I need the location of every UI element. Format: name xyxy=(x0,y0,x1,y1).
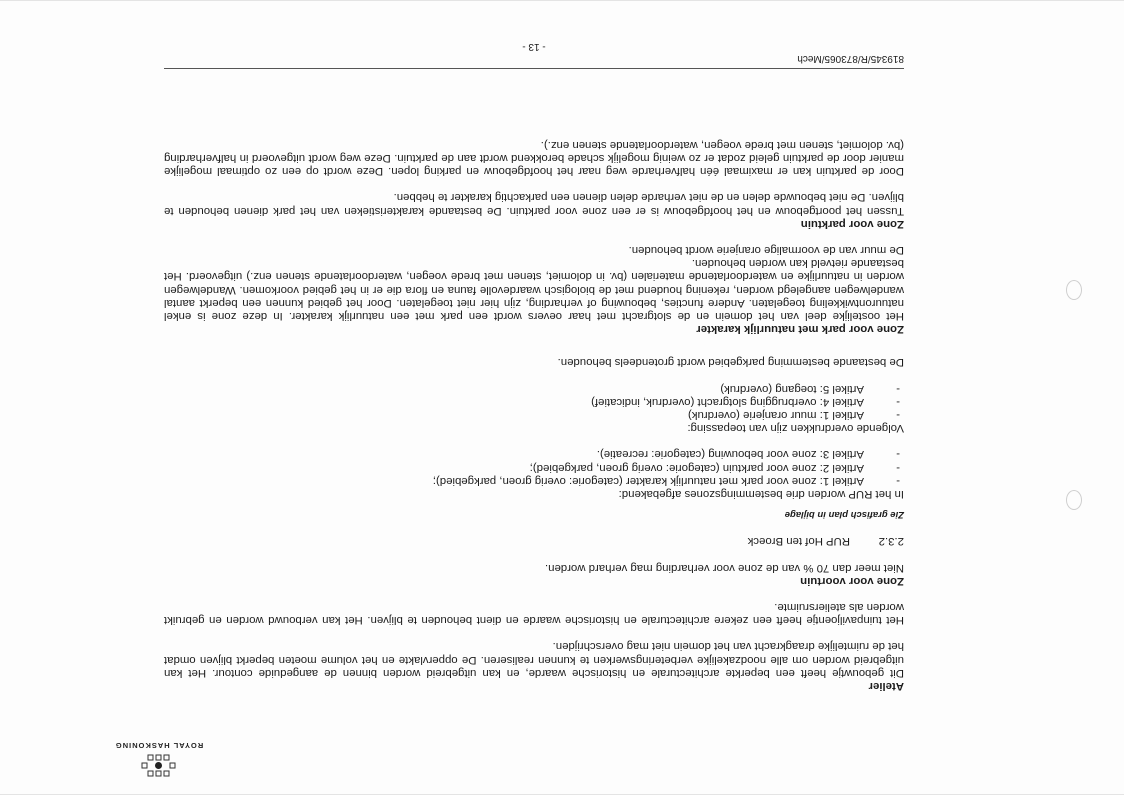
park-paragraph-1: Het oostelijke deel van het domein en de slotgracht met haar oevers wordt een park met een natuurlijk karakter. In deze zone is enkel natuurontwikkeling toegelaten. Andere functies, bebouwing of verharding, zijn hier niet toegelaten. Door het gebied kunnen een beperkt aantal wandelwegen aangelegd worden, rekening houdend met de biologisch waardevolle fauna en flora die er in het gebied voorkomen. Wandelwegen worden in natuurlijke en waterdoorlatende materialen (bv. in dolomiet, stenen met brede voegen, waterdoorlatende stenen enz.) uitgevoerd. Het bestaande rietveld kan worden behouden. xyxy=(164,257,904,322)
section-title: RUP Hof ten Broeck xyxy=(747,535,850,548)
see-plan-note: Zie grafisch plan in bijlage xyxy=(784,509,904,521)
punch-hole xyxy=(1066,490,1082,510)
list-item: - Artikel 2: zone voor parktuin (categorie: overig groen, parkgebied); xyxy=(529,461,900,474)
list-item: - Artikel 1: muur oranjerie (overdruk) xyxy=(688,408,900,421)
zones-intro: In het RUP worden drie bestemmingszones afgebakend: xyxy=(618,487,904,500)
voortuin-paragraph: Niet meer dan 70 % van de zone voor verharding mag verhard worden. xyxy=(544,561,904,574)
parktuin-paragraph-1: Tussen het poortgebouw en het hoofdgebouw is er een zone voor parktuin. De bestaande karakteristieken van het park dienen behouden te blijven. De niet bebouwde delen en de niet verharde delen dienen een parkachtig karakter te hebben. xyxy=(164,191,904,217)
page-footer xyxy=(164,41,904,69)
bestemming-closing: De bestaande bestemming parkgebied wordt grotendeels behouden. xyxy=(557,356,904,369)
page-number: - 13 - xyxy=(522,41,546,52)
overdrukken-list xyxy=(164,381,904,421)
list-item: - Artikel 1: zone voor park met natuurlijk karakter (categorie: overig groen, parkgebied); xyxy=(432,474,900,487)
parktuin-heading: Zone voor parktuin xyxy=(800,217,904,230)
list-item: - Artikel 4: overbrugging slotgracht (overdruk, indicatief) xyxy=(591,395,900,408)
park-paragraph-2: De muur van de voormalige oranjerie wordt behouden. xyxy=(628,243,904,256)
atelier-heading: Atelier xyxy=(868,680,904,692)
list-item: - Artikel 3: zone voor bebouwing (categorie: recreatie). xyxy=(596,448,900,461)
parktuin-paragraph-2: Door de parktuin kan er maximaal één halfverharde weg naar het hoofdgebouw en parking lopen. Deze wordt op een zo optimaal mogelijke manier door de parktuin geleid zodat er zo weinig mogelijk schade berokkend wordt aan de parktuin. Deze weg wordt uitgevoerd in halfverharding (bv. dolomiet, stenen met brede voegen, waterdoorlatende stenen enz.). xyxy=(164,138,904,178)
punch-hole xyxy=(1066,280,1082,300)
document-reference: 819345/R/873065/Mech xyxy=(797,53,904,64)
section-number: 2.3.2 xyxy=(878,535,904,548)
voortuin-heading: Zone voor voortuin xyxy=(800,574,904,587)
park-heading: Zone voor park met natuurlijk karakter xyxy=(696,323,904,336)
atelier-paragraph-1: Dit gebouwtje heeft een beperkte architecturale en historische waarde, en kan uitgebreid worden binnen de aangeduide contour. Het kan uitgebreid worden om alle noodzakelijke verbeteringswerken te kunnen realiseren. De oppervlakte en het volume moeten beperkt blijven omdat het de ruimtelijke draagkracht van het domein niet mag overschrijden. xyxy=(164,640,904,679)
section-heading xyxy=(164,534,904,547)
zones-list xyxy=(164,447,904,487)
document-body xyxy=(164,138,904,768)
list-item: - Artikel 5: toegang (overdruk) xyxy=(720,382,900,395)
atelier-paragraph-2: Het tuinpaviljoentje heeft een zekere architecturale en historische waarde en dient behouden te blijven. Het kan verbouwd worden en gebruikt worden als ateliersruimte. xyxy=(164,600,904,627)
logo-text: ROYAL HASKONING xyxy=(114,741,204,750)
overdrukken-intro: Volgende overdrukken zijn van toepassing: xyxy=(687,422,904,435)
